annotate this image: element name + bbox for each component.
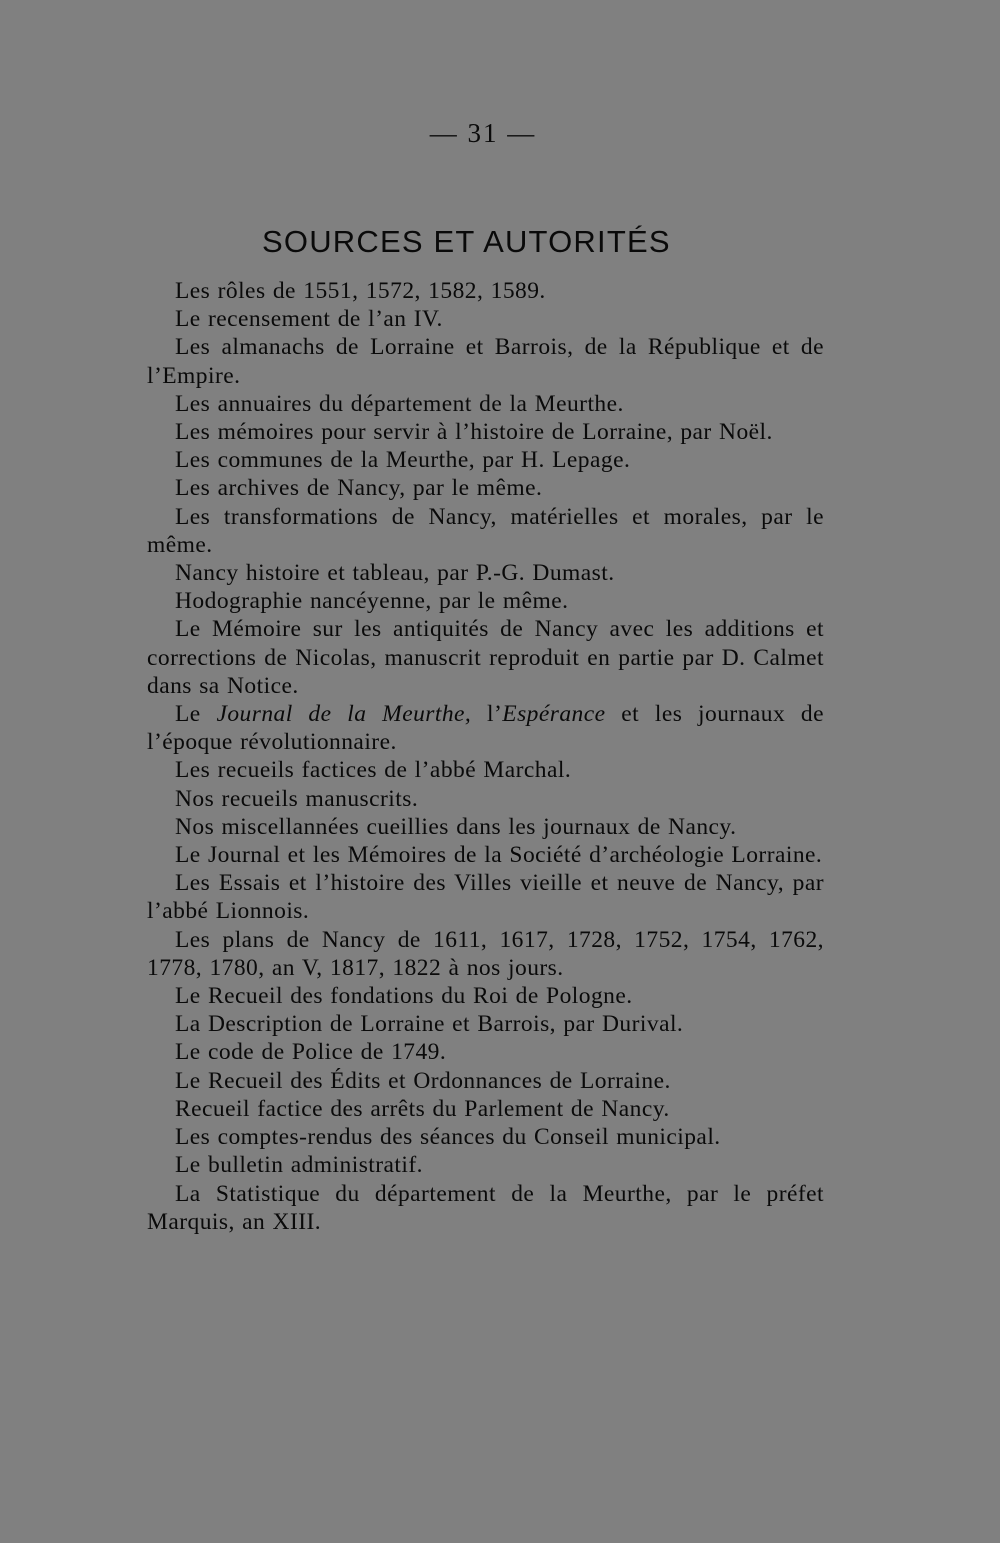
source-entry: Nos miscellannées cueillies dans les journaux de Nancy. [175,813,737,840]
source-entry: Nos recueils manuscrits. [175,785,419,812]
source-entry: Recueil factice des arrêts du Parlement de Nancy. [175,1095,670,1122]
source-entry: Les transformations de Nancy, matérielles et morales, par le même. [147,503,824,558]
source-entry: Nancy histoire et tableau, par P.-G. Dumast. [175,560,615,587]
entry-suffix: et les journaux de l’époque révolutionnaire. [147,701,824,756]
source-entry: Le Recueil des fondations du Roi de Pologne. [175,983,633,1010]
source-entry: Les rôles de 1551, 1572, 1582, 1589. [175,278,546,304]
sources-list [147,277,824,1236]
source-entry: Les communes de la Meurthe, par H. Lepage. [175,447,631,474]
entry-prefix: Le [175,701,217,728]
source-entry-journal [147,700,824,756]
source-entry: Les plans de Nancy de 1611, 1617, 1728, 1752, 1754, 1762, 1778, 1780, an V, 1817, 1822 à nos jours. [147,926,824,981]
source-entry: Les Essais et l’histoire des Villes vieille et neuve de Nancy, par l’abbé Lionnois. [147,870,824,925]
source-entry: Les archives de Nancy, par le même. [175,475,543,502]
source-entry: La Statistique du département de la Meurthe, par le préfet Marquis, an XIII. [147,1180,824,1235]
source-entry: Le code de Police de 1749. [175,1039,447,1066]
page-number: — 31 — [429,118,537,148]
entry-middle: l’ [471,701,503,728]
source-entry: Hodographie nancéyenne, par le même. [175,588,569,615]
journal-title: Journal de la Meurthe, [216,701,472,728]
source-entry: Les comptes-rendus des séances du Conseil municipal. [175,1124,721,1151]
source-entry: Les recueils factices de l’abbé Marchal. [175,757,572,784]
source-entry: Le Mémoire sur les antiquités de Nancy avec les additions et corrections de Nicolas, manuscrit reproduit en partie par D. Calmet dans sa Notice. [147,616,824,699]
esperance-title: Espérance [502,701,606,728]
source-entry: Le bulletin administratif. [175,1152,423,1179]
source-entry: Le recensement de l’an IV. [175,306,443,333]
source-entry: Le Journal et les Mémoires de la Société d’archéologie Lorraine. [175,842,823,869]
source-entry: La Description de Lorraine et Barrois, par Durival. [175,1011,684,1038]
source-entry: Le Recueil des Édits et Ordonnances de Lorraine. [175,1067,671,1094]
source-entry: Les annuaires du département de la Meurthe. [175,390,624,417]
source-entry: Les almanachs de Lorraine et Barrois, de la République et de l’Empire. [147,334,824,389]
source-entry: Les mémoires pour servir à l’histoire de Lorraine, par Noël. [175,419,773,446]
page-heading: SOURCES ET AUTORITÉS [262,223,671,259]
